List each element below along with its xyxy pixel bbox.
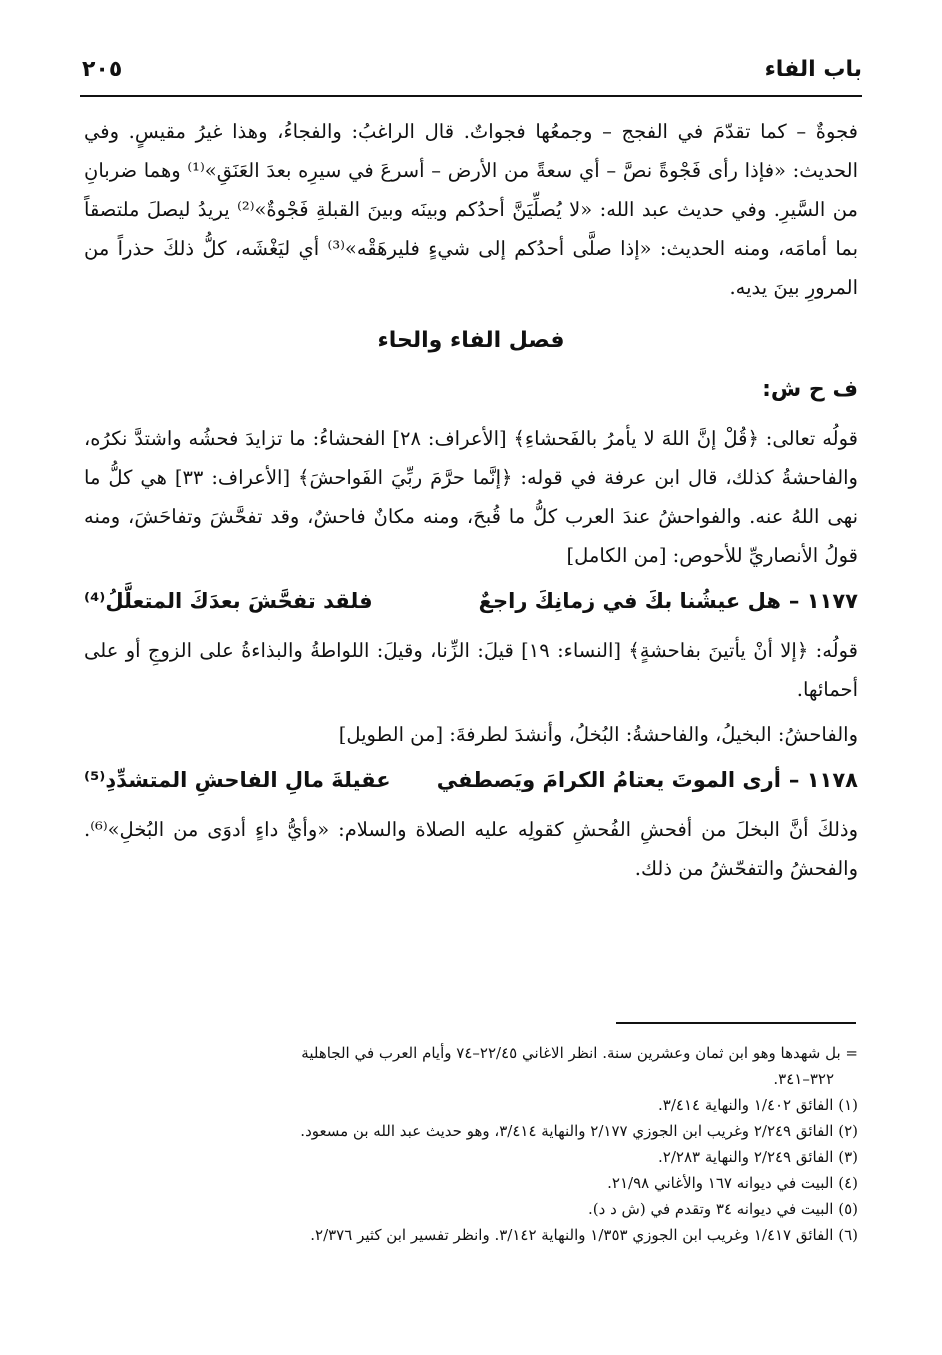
verse-first-text: أرى الموتَ يعتامُ الكرامَ ويَصطفي: [436, 768, 781, 792]
footnote-4: (٤) البيت في ديوانه ١٦٧ والأغاني ٢١/٩٨.: [607, 1174, 858, 1192]
footnote-6: (٦) الفائق ١/٤١٧ وغريب ابن الجوزي ١/٣٥٣ والنهاية ٣/١٤٢. وانظر تفسير ابن كثير ٢/٣٧٦.: [310, 1226, 858, 1244]
footnote-separator: [616, 1022, 856, 1024]
footnotes: [84, 1040, 858, 1248]
footnote-continuation: ٣٢٢–٣٤١.: [773, 1070, 834, 1088]
footnote-continuation: = بل شهدها وهو ابن ثمان وعشرين سنة. انظر الاغاني ٢٢/٤٥–٧٤ وأيام العرب في الجاهلية: [301, 1044, 858, 1062]
paragraph-nisa: قولُه: ﴿إلا أنْ يأتينَ بفاحشةٍ﴾ [النساء: ١٩] قيلَ: الزِّنا، وقيلَ: اللواطةُ والبذاءةُ على الزوجِ أو على أحمائها.: [84, 639, 858, 701]
main-text: [84, 112, 858, 888]
page-header: [80, 55, 862, 97]
verse-1178: [84, 760, 858, 800]
chapter-title: باب الفاء: [764, 57, 862, 82]
root-heading: ف ح ش:: [762, 377, 858, 402]
section-heading: فصل الفاء والحاء: [377, 328, 565, 353]
verse-number: ١١٧٨ –: [788, 768, 858, 792]
verse-number: ١١٧٧ –: [788, 589, 858, 613]
verse-1177: [84, 581, 858, 621]
footnote-2: (٢) الفائق ٢/٢٤٩ وغريب ابن الجوزي ٢/١٧٧ والنهاية ٣/٤١٤، وهو حديث عبد الله بن مسعود.: [300, 1122, 858, 1140]
footnote-5: (٥) البيت في ديوانه ٣٤ وتقدم في (ش د د).: [588, 1200, 858, 1218]
footnote-3: (٣) الفائق ٢/٢٤٩ والنهاية ٢/٢٨٣.: [658, 1148, 858, 1166]
intro-paragraph: فجوةٌ – كما تقدّمَ في الفجج – وجمعُها فجواتٌ. قال الراغبُ: والفجاءُ، وهذا غيرُ مقيسٍ. وفي الحديث: «فإذا رأى فَجْوةً نصَّ – أي سعةً من الأرض – أسرعَ في سيرِه بعدَ العَنَقِ»⁽¹⁾ وهما ضربانِ من السَّيرِ. وفي حديث عبد الله: «لا يُصلِّيَنَّ أحدُكم وبينَه وبينَ القبلةِ فَجْوةٌ»⁽²⁾ يريدُ ليصلَ ملتصقاً بما أمامَه، ومنه الحديث: «إذا صلَّى أحدُكم إلى شيءٍ فليرهَقْه»⁽³⁾ أي ليَغْشَه، كلُّ ذلكَ حذراً من المرورِ بينَ يديه.: [84, 120, 859, 299]
page-number: ٢٠٥: [82, 57, 123, 82]
verse-first-hemistich: [437, 760, 858, 800]
footnote-1: (١) الفائق ١/٤٠٢ والنهاية ٣/٤١٤.: [658, 1096, 858, 1114]
paragraph-bakhil: والفاحشُ: البخيلُ، والفاحشةُ: البُخلُ، وأنشدَ لطرفةَ: [من الطويل]: [338, 723, 858, 746]
verse-second-hemistich: عقيلةَ مالِ الفاحشِ المتشدِّدِ⁽⁵⁾: [84, 768, 391, 792]
verse-first-hemistich: [479, 581, 858, 621]
paragraph-bukhl: وذلكَ أنَّ البخلَ من أفحشِ الفُحشِ كقولِه عليه الصلاة والسلام: «وأيُّ داءٍ أدوَى من البُخلِ»⁽⁶⁾. والفحشُ والتفحّشُ من ذلك.: [84, 818, 858, 880]
verse-second-hemistich: فلقد تفحَّشَ بعدَكَ المتعلَّلُ⁽⁴⁾: [84, 589, 373, 613]
paragraph-fahisha: قولُه تعالى: ﴿قُلْ إنَّ اللهَ لا يأمرُ بالفَحشاءِ﴾ [الأعراف: ٢٨] الفحشاءُ: ما تزايدَ فحشُه واشتدَّ نكرُه، والفاحشةُ كذلك، قال ابن عرفة في قوله: ﴿إنَّما حرَّمَ ربِّيَ الفَواحشَ﴾ [الأعراف: ٣٣] هي كلُّ ما نهى اللهُ عنه. والفواحشُ عندَ العرب كلُّ ما قُبحَ، ومنه مكانٌ فاحشٌ، وقد تفحَّشَ وتفاحَشَ، ومنه قولُ الأنصاريِّ للأحوص: [من الكامل]: [84, 427, 858, 567]
verse-first-text: هل عيشُنا بكَ في زمانِكَ راجعٌ: [478, 589, 781, 613]
